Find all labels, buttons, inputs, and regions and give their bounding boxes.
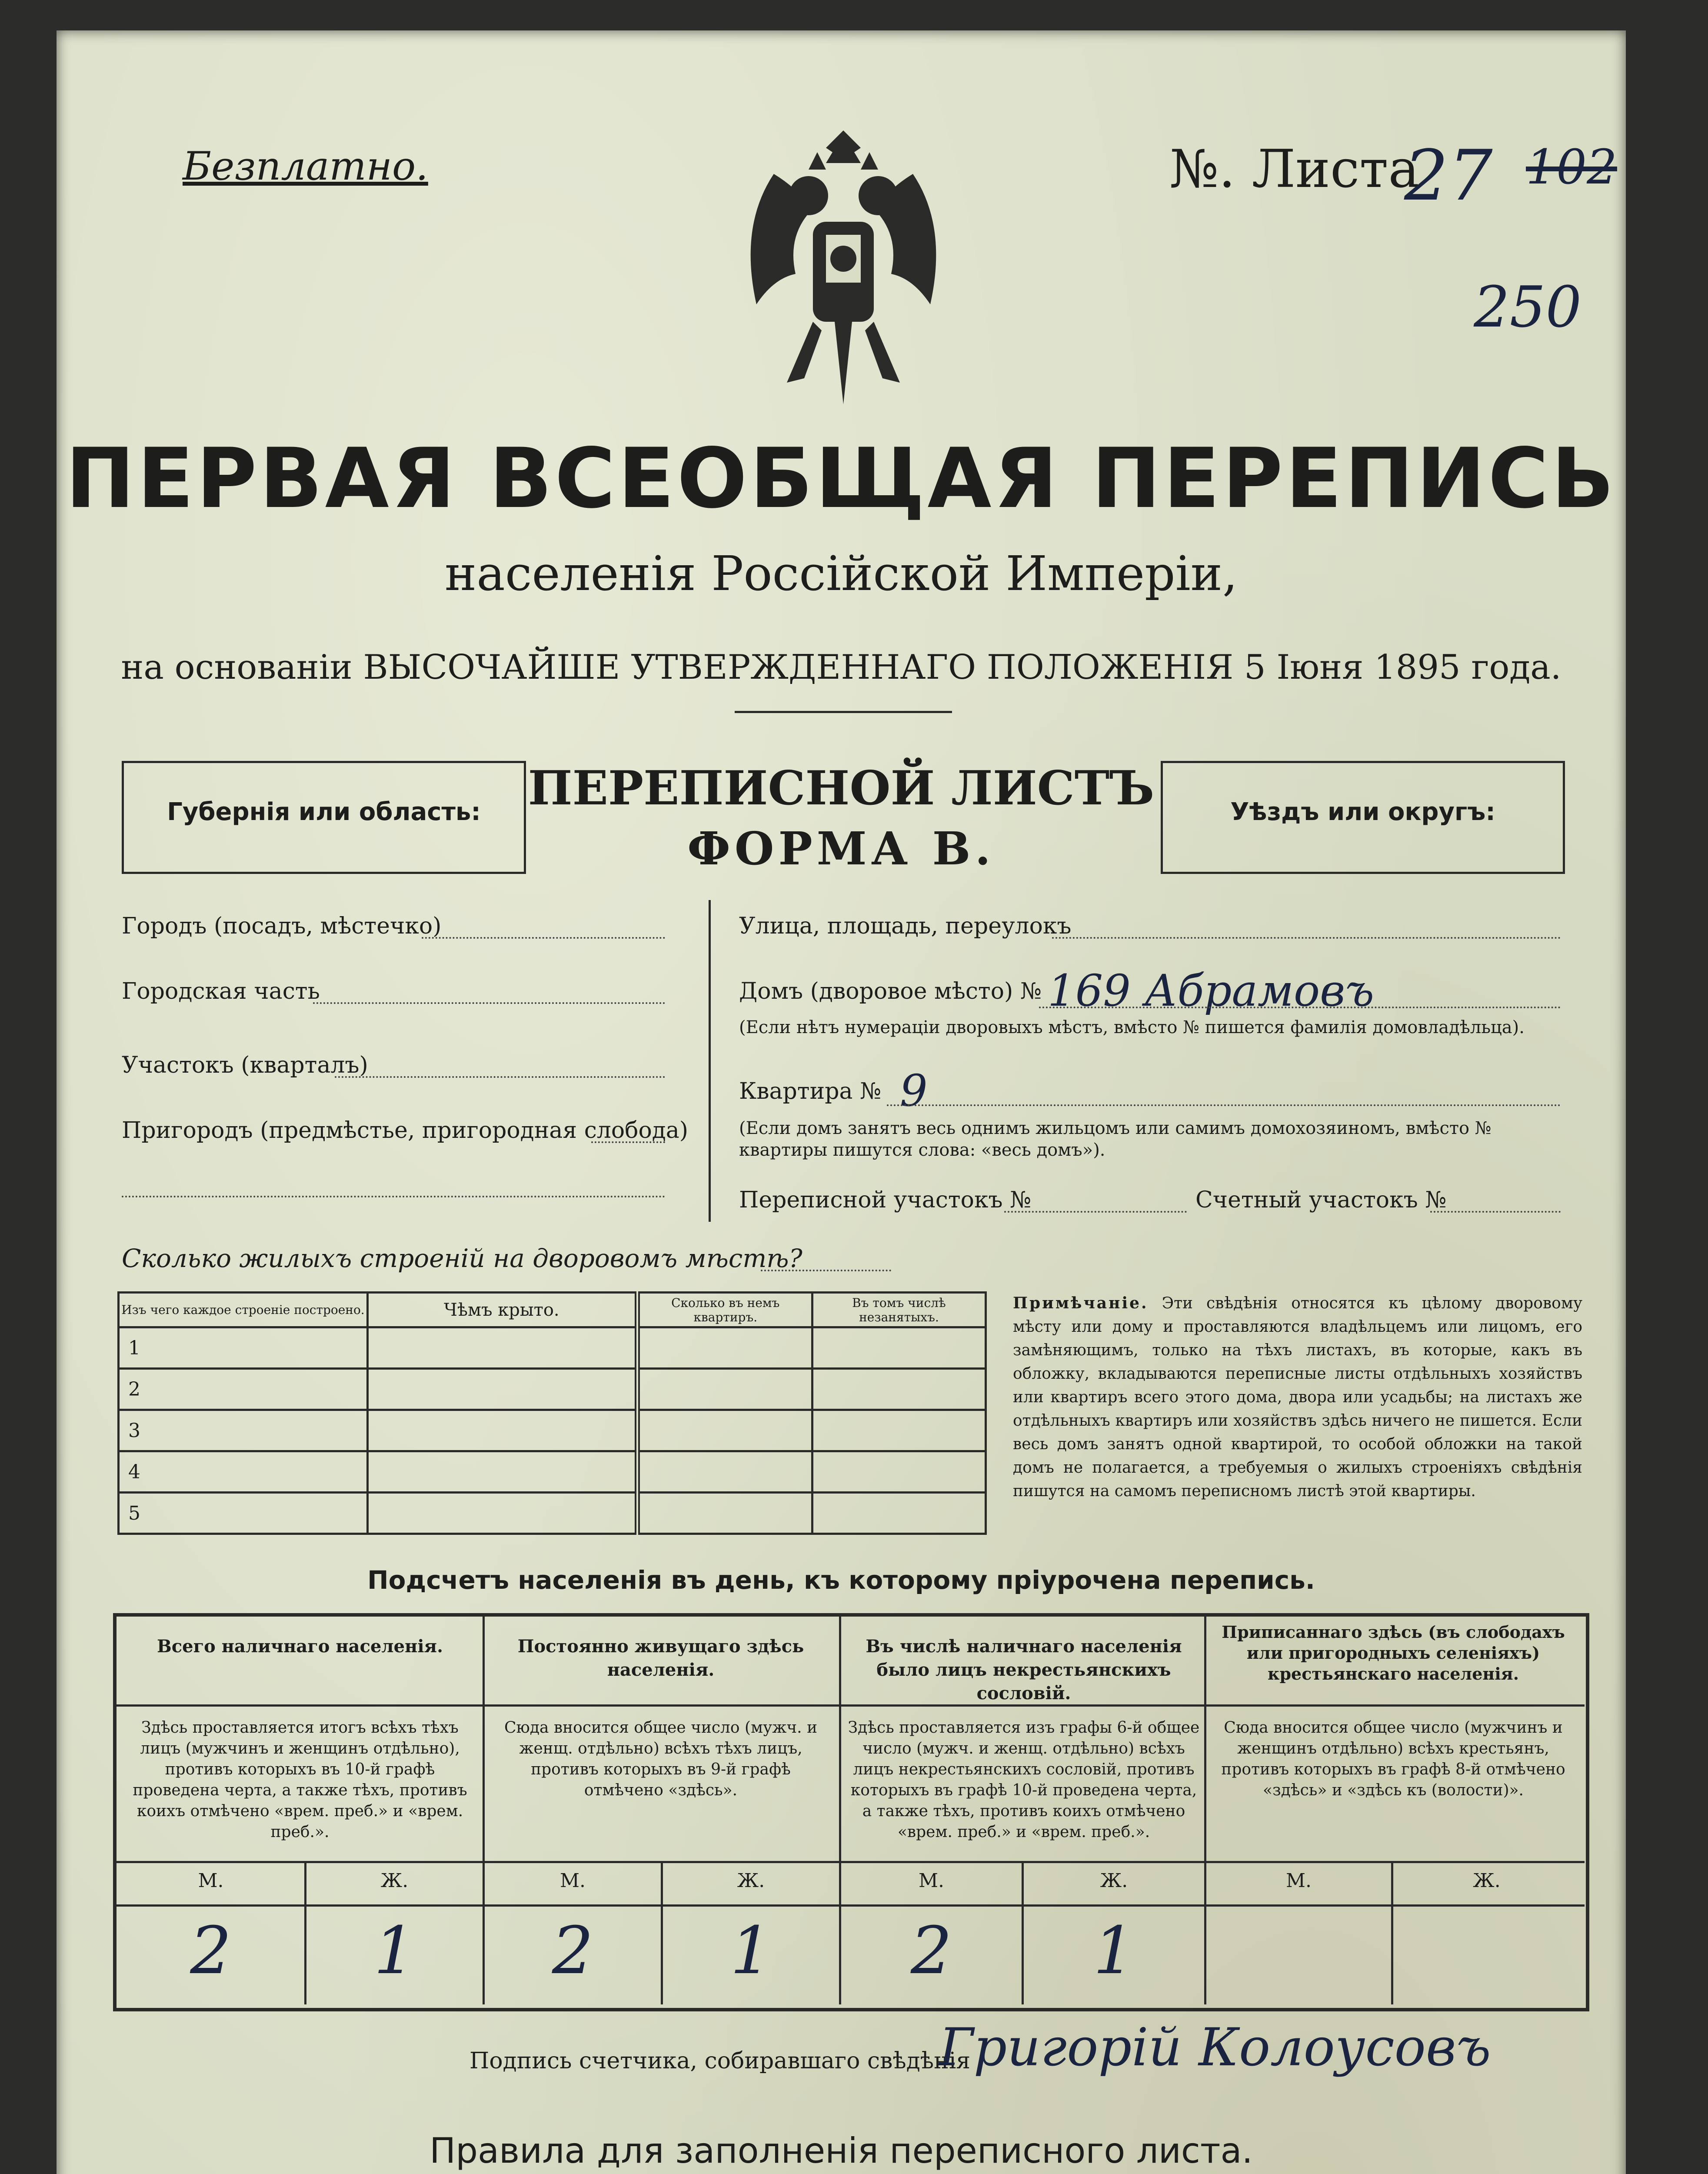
count-mzh-divider (115, 1904, 1585, 1907)
gorod-label: Городъ (посадъ, мѣстечко) (122, 913, 442, 939)
title-divider (735, 711, 952, 713)
count-desc-divider (115, 1861, 1585, 1863)
buildings-row-5: 5 (119, 1493, 368, 1534)
count-col3-zh-value: 1 (1093, 1913, 1135, 1989)
dom-hand: 169 Абрамовъ (1048, 965, 1375, 1016)
buildings-question: Сколько жилыхъ строеній на дворовомъ мѣстѣ? (122, 1244, 802, 1273)
buildings-header-vacant: Въ томъ числѣ незанятыхъ. (812, 1293, 986, 1327)
buildings-header-material: Изъ чего каждое строеніе построено. (119, 1293, 368, 1327)
count-col1-zh-value: 1 (373, 1913, 416, 1989)
ulitsa-label: Улица, площадь, переулокъ (739, 913, 1072, 939)
count-col1-desc: Здѣсь проставляется итогъ всѣхъ тѣхъ лицъ (мужчинъ и женщинъ отдѣльно), противъ которыхъ въ 10-й графѣ проведена черта, а также тѣхъ, противъ коихъ отмѣчено «врем. преб.» и «врем. преб.». (133, 1719, 467, 1841)
count-col1-m-value: 2 (190, 1913, 232, 1989)
page-subtitle: населенія Россійской Имперіи, (444, 546, 1238, 601)
signature-hand: Григорій Колоусовъ (939, 2017, 1491, 2078)
sheet-number-strike: 102 (1526, 139, 1617, 195)
schetny-uchastok-field (1430, 1211, 1561, 1213)
uezd-label: Уѣздъ или округъ: (1230, 798, 1495, 826)
count-col4-head: Приписаннаго здѣсь (въ слободахъ или пригородныхъ селеніяхъ) крестьянскаго населенія. (1222, 1622, 1565, 1684)
buildings-row-3: 3 (119, 1410, 368, 1451)
buildings-row-2: 2 (119, 1369, 368, 1410)
gubernia-box (122, 761, 526, 874)
prigorod-field-2 (122, 1196, 665, 1197)
uezd-box (1161, 761, 1565, 874)
buildings-row-4: 4 (119, 1451, 368, 1493)
dom-field (1039, 1007, 1561, 1008)
schetny-uchastok-label: Счетный участокъ № (1195, 1187, 1447, 1213)
count-col3-desc: Здѣсь проставляется изъ графы 6-й общее число (мужч. и женщ. отдѣльно) всѣхъ лицъ некрестьянскихъ сословій, противъ которыхъ въ графѣ 10-й проведена черта, а также тѣхъ, противъ коихъ отмѣчено «врем. преб.» и «врем. преб.». (848, 1719, 1200, 1841)
count-col2-head: Постоянно живущаго здѣсь населенія. (517, 1636, 804, 1680)
kvartira-note: (Если домъ занятъ весь однимъ жильцомъ или самимъ домохозяиномъ, вмѣсто № квартиры пишутся слова: «весь домъ»). (739, 1118, 1492, 1160)
count-col2-zh-value: 1 (730, 1913, 772, 1989)
rules-title: Правила для заполненія переписного листа. (429, 2131, 1253, 2171)
buildings-note-title: Примѣчаніе. (1013, 1294, 1149, 1312)
count-col4-m-label: М. (1285, 1870, 1312, 1892)
count-col2-m-value: 2 (552, 1913, 594, 1989)
double-headed-eagle-emblem (726, 122, 961, 417)
ulitsa-field (1052, 937, 1561, 939)
count-col2-zh-label: Ж. (737, 1870, 765, 1892)
gorodskaya-chast-label: Городская часть (122, 978, 320, 1004)
count-col1-head: Всего наличнаго населенія. (157, 1636, 443, 1657)
uchastok-label: Участокъ (кварталъ) (122, 1052, 368, 1078)
kvartira-field (887, 1104, 1561, 1106)
count-col3-m-value: 2 (910, 1913, 952, 1989)
page-title: ПЕРВАЯ ВСЕОБЩАЯ ПЕРЕПИСЬ (65, 430, 1617, 527)
prigorod-label: Пригородъ (предмѣстье, пригородная слобода) (122, 1117, 689, 1144)
count-col2-desc: Сюда вносится общее число (мужч. и женщ. отдѣльно) всѣхъ тѣхъ лицъ, противъ которыхъ въ 9-й графѣ отмѣчено «здѣсь». (504, 1719, 818, 1799)
list-title: ПЕРЕПИСНОЙ ЛИСТЪ (528, 761, 1155, 816)
dom-note: (Если нѣтъ нумераціи дворовыхъ мѣстъ, вмѣсто № пишется фамилія домовладѣльца). (739, 1017, 1525, 1037)
buildings-row-1: 1 (119, 1327, 368, 1369)
count-title: Подсчетъ населенія въ день, къ которому пріурочена перепись. (367, 1565, 1315, 1595)
buildings-header-roof: Чѣмъ крыто. (367, 1293, 637, 1327)
kvartira-hand: 9 (900, 1065, 928, 1116)
basis-line: на основаніи ВЫСОЧАЙШЕ УТВЕРЖДЕННАГО ПОЛОЖЕНІЯ 5 Іюня 1895 года. (121, 648, 1562, 687)
perepisnoy-uchastok-field (1004, 1211, 1187, 1213)
count-col4-desc: Сюда вносится общее число (мужчинъ и женщинъ отдѣльно) всѣхъ крестьянъ, противъ которыхъ въ графѣ 8-й отмѣчено «здѣсь» и «здѣсь къ (волости)». (1221, 1719, 1565, 1799)
gorodskaya-chast-field (313, 1002, 665, 1004)
buildings-note (1013, 1291, 1582, 1503)
gorod-field (422, 937, 665, 939)
count-col3-head: Въ числѣ наличнаго населенія было лицъ некрестьянскихъ сословій. (866, 1636, 1182, 1704)
buildings-question-field (761, 1270, 891, 1271)
gubernia-label: Губернія или область: (167, 798, 481, 826)
count-col-divider-3 (1204, 1615, 1206, 2004)
sheet-number-hand: 27 (1404, 135, 1493, 216)
sheet-number-hand2: 250 (1474, 274, 1582, 340)
buildings-header-apartments: Сколько въ немъ квартиръ. (637, 1293, 812, 1327)
signature-label: Подпись счетчика, собиравшаго свѣдѣнія (469, 2048, 971, 2074)
census-sheet (57, 30, 1626, 2174)
prigorod-field (591, 1141, 665, 1143)
perepisnoy-uchastok-label: Переписной участокъ № (739, 1187, 1032, 1213)
free-label: Безплатно. (183, 143, 428, 189)
dom-label: Домъ (дворовое мѣсто) № (739, 978, 1042, 1004)
kvartira-label: Квартира № (739, 1078, 882, 1104)
count-head-divider (115, 1704, 1585, 1707)
count-col2-m-label: М. (559, 1870, 586, 1892)
count-col1-zh-label: Ж. (380, 1870, 409, 1892)
sheet-number-label: №. Листа (1169, 139, 1420, 200)
uchastok-field (335, 1076, 665, 1078)
buildings-note-text: Эти свѣдѣнія относятся къ цѣлому дворовому мѣсту или дому и проставляются владѣльцемъ или лицомъ, его замѣняющимъ, только на тѣхъ листахъ, въ которые, какъ въ обложку, вкладываются переписные листы отдѣльныхъ хозяйствъ или квартиръ всего этого дома, двора или усадьбы; на листахъ же отдѣльныхъ квартиръ или хозяйствъ здѣсь ничего не пишется. Если весь домъ занятъ одной квартирой, то особой обложки на такой домъ не полагается, а требуемыя о жилыхъ строеніяхъ свѣдѣнія пишутся на самомъ переписномъ листѣ этой квартиры. (1013, 1294, 1582, 1500)
count-col1-m-label: М. (198, 1870, 224, 1892)
address-divider (709, 900, 711, 1222)
count-col3-zh-label: Ж. (1100, 1870, 1128, 1892)
count-col4-zh-label: Ж. (1473, 1870, 1501, 1892)
count-col3-m-label: М. (918, 1870, 945, 1892)
buildings-table (117, 1291, 987, 1535)
form-b-title: ФОРМА В. (687, 822, 995, 875)
